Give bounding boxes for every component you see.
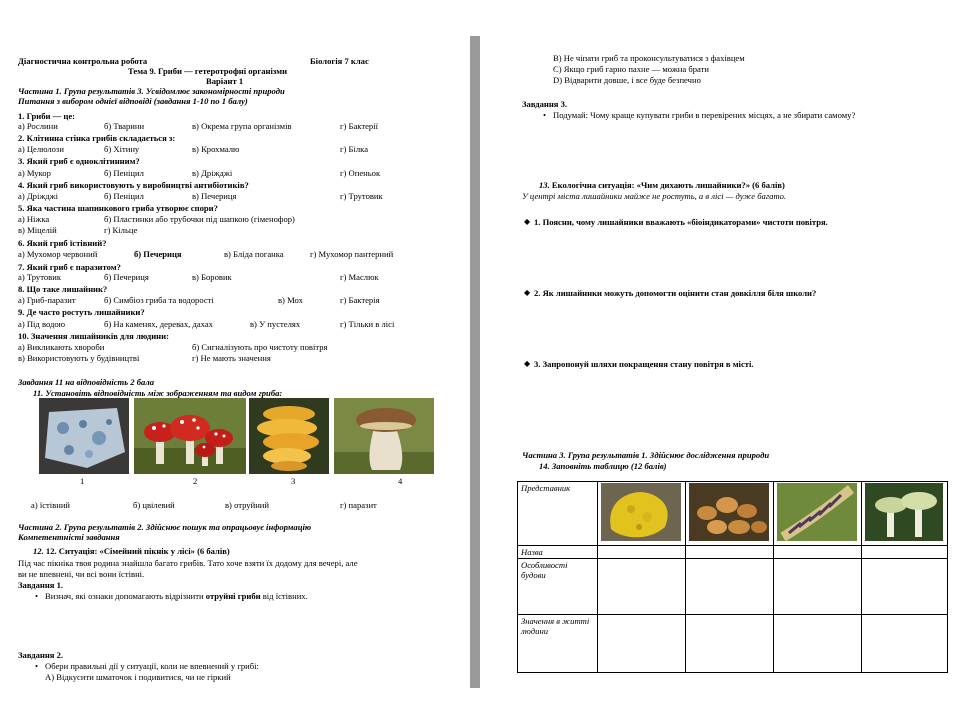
q7-option-a: а) Трутовик [18,272,61,282]
row-label-meaning: Значення в житті людини [518,615,598,673]
page-divider [470,36,480,688]
q10-option-d: г) Не мають значення [192,353,271,363]
q7-option-b: б) Печериця [104,272,149,282]
q4-option-a: а) Дріжджі [18,191,59,201]
row-label-representative: Представник [518,482,598,546]
q4-option-d: г) Трутовик [340,191,383,201]
q10-option-a: а) Викликають хвороби [18,342,105,352]
meaning-cell-2 [686,615,774,673]
specimen-table [517,481,948,673]
q5-option-d: г) Кільце [104,225,138,235]
q8-option-c: в) Мох [278,295,303,305]
q8-option-d: г) Бактерія [340,295,380,305]
q7-text: 7. Який гриб є паразитом? [18,262,121,272]
header-title: Діагностична контрольна робота [18,56,148,66]
q8-text: 8. Що таке лишайник? [18,284,108,294]
situation12-text: 12. Ситуація: «Сімейний пікнік у лісі» (6 балів) [45,546,230,556]
blue-cheese-mold-image [39,398,129,474]
q5-option-b: б) Пластинки або трубочки під шапкою (гіменофор) [104,214,295,224]
q6-text: 6. Який гриб їстівний? [18,238,107,248]
q6-option-a: а) Мухомор червоний [18,249,98,259]
death-cap-image [865,483,943,541]
q4-option-c: в) Печериця [192,191,237,201]
specimen-cell-lichen [598,482,686,546]
q7-option-c: в) Боровик [192,272,232,282]
task2-option-b: B) Не чіпати гриб та проконсультуватися з фахівцем [553,53,745,63]
q5-option-c: в) Міцелій [18,225,57,235]
q10-text: 10. Значення лишайників для людини: [18,331,169,341]
q1-option-c: в) Окрема група організмів [192,121,292,131]
match-option-a: а) їстівний [31,500,71,510]
q1-text: 1. Гриби — це: [18,111,76,121]
task2-option-a: А) Відкусити шматочок і подивитися, чи не гіркий [45,672,231,682]
q3-option-a: а) Мукор [18,168,51,178]
q8-option-a: а) Гриб-паразит [18,295,76,305]
task3-text: • Подумай: Чому краще купувати гриби в перевірених місцях, а не збирати самому? [553,110,855,120]
q8-option-b: б) Симбіоз гриба та водорості [104,295,214,305]
q2-option-b: б) Хітину [104,144,140,154]
match-option-b: б) цвілевий [133,500,175,510]
q2-option-a: а) Целюлози [18,144,64,154]
q3-option-b: б) Пеніцил [104,168,144,178]
honey-fungus-image [689,483,769,541]
q9-option-a: а) Під водою [18,319,66,329]
yellow-lichen-image [601,483,681,541]
q13-item2: ◆ 2. Як лишайники можуть допомогти оцінити стан довкілля біля школи? [534,288,816,298]
task11-heading: Завдання 11 на відповідність 2 бала [18,377,155,387]
q1-option-d: г) Бактерії [340,121,378,131]
specimen-cell-honey-fungus [686,482,774,546]
q10-option-b: б) Сигналізують про чистоту повітря [192,342,328,352]
name-cell-2 [686,546,774,559]
polypore-image [249,398,329,474]
meaning-cell-4 [862,615,948,673]
q2-text: 2. Клітинна стінка грибів складається з: [18,133,176,143]
situation12-title: 12. 12. Ситуація: «Сімейний пікнік у лісі» (6 балів) [33,546,230,556]
image-number-2: 2 [193,476,198,486]
q9-text: 9. Де часто ростуть лишайники? [18,307,145,317]
q13-item3: ◆ 3. Запропонуй шляхи покращення стану повітря в місті. [534,359,754,369]
image-number-1: 1 [80,476,85,486]
q4-option-b: б) Пеніцил [104,191,144,201]
features-cell-3 [774,559,862,615]
match-option-d: г) паразит [340,500,377,510]
competency-heading: Компетентністі завдання [18,532,120,542]
ergot-grain-image [777,483,857,541]
q4-text: 4. Який гриб використовують у виробництві антибіотиків? [18,180,249,190]
table-title: 14. Заповніть таблицю (12 балів) [539,461,667,471]
q3-option-c: в) Дріжджі [192,168,233,178]
features-cell-2 [686,559,774,615]
meaning-cell-3 [774,615,862,673]
q3-option-d: г) Опеньок [340,168,381,178]
topic-title: Тема 9. Гриби — гетеротрофні організми [128,66,288,76]
q9-option-d: г) Тільки в лісі [340,319,395,329]
porcini-image [334,398,434,474]
task11-prompt: 11. Установіть відповідність між зображенням та видом гриба: [33,388,283,398]
row-label-name: Назва [518,546,598,559]
name-cell-3 [774,546,862,559]
fly-agaric-image [134,398,246,474]
match-option-c: в) отруйний [225,500,269,510]
part1-heading: Частина 1. Група результатів 3. Усвідомлює закономірності природи [18,86,285,96]
q6-option-d: г) Мухомор пантерний [310,249,394,259]
q5-text: 5. Яка частина шапинкового гриба утворює спори? [18,203,218,213]
name-cell-1 [598,546,686,559]
q7-option-d: г) Маслюк [340,272,379,282]
situation13-title: 13. Екологічна ситуація: «Чим дихають лишайники?» (6 балів) [539,180,785,190]
q1-option-a: а) Рослини [18,121,58,131]
q3-text: 3. Який гриб є одноклітинним? [18,156,140,166]
q10-option-c: в) Використовують у будівництві [18,353,140,363]
single-choice-heading: Питання з вибором однієї відповіді (завдання 1-10 по 1 балу) [18,96,248,106]
task2-option-c: C) Якщо гриб гарно пахне — можна брати [553,64,709,74]
q2-option-c: в) Крохмалю [192,144,240,154]
task1-heading: Завдання 1. [18,580,64,590]
q1-option-b: б) Тварини [104,121,145,131]
header-subject: Біологія 7 клас [310,56,369,66]
q13-item1: ◆ 1. Поясни, чому лишайники вважають «біоіндикаторами» чистоти повітря. [534,217,828,227]
q9-option-c: в) У пустелях [250,319,301,329]
task3-heading: Завдання 3. [522,99,568,109]
q5-option-a: а) Ніжка [18,214,50,224]
row-label-features: Особливості будови [518,559,598,615]
features-cell-4 [862,559,948,615]
q6-option-b: б) Печериця [134,249,182,259]
specimen-cell-ergot [774,482,862,546]
q9-option-b: б) На каменях, деревах, дахах [104,319,213,329]
image-number-3: 3 [291,476,296,486]
task2-heading: Завдання 2. [18,650,64,660]
variant-title: Варіант 1 [206,76,244,86]
q2-option-d: г) Білка [340,144,369,154]
features-cell-1 [598,559,686,615]
image-number-4: 4 [398,476,403,486]
task1-text: • Визнач, які ознаки допомагають відрізнити отруйні гриби від їстівних. [45,591,308,601]
part3-heading: Частина 3. Група результатів 1. Здійснює дослідження природи [522,450,770,460]
task2-option-d: D) Відварити довше, і все буде безпечно [553,75,701,85]
part2-heading: Частина 2. Група результатів 2. Здійснює пошук та опрацьовує інформацію [18,522,312,532]
situation12-text-line2: ви не впевнені, чи всі вони їстівні. [18,569,145,579]
situation13-text: У центрі міста лишайники майже не ростуть, а в лісі — дуже багато. [522,191,787,201]
q6-option-c: в) Бліда поганка [224,249,284,259]
specimen-cell-death-cap [862,482,948,546]
task2-text: • Обери правильні дії у ситуації, коли не впевнений у грибі: [45,661,259,671]
meaning-cell-1 [598,615,686,673]
name-cell-4 [862,546,948,559]
situation12-text-line1: Під час пікніка твоя родина знайшла багато грибів. Тато хоче взяти їх додому для вечері, але [18,558,358,568]
